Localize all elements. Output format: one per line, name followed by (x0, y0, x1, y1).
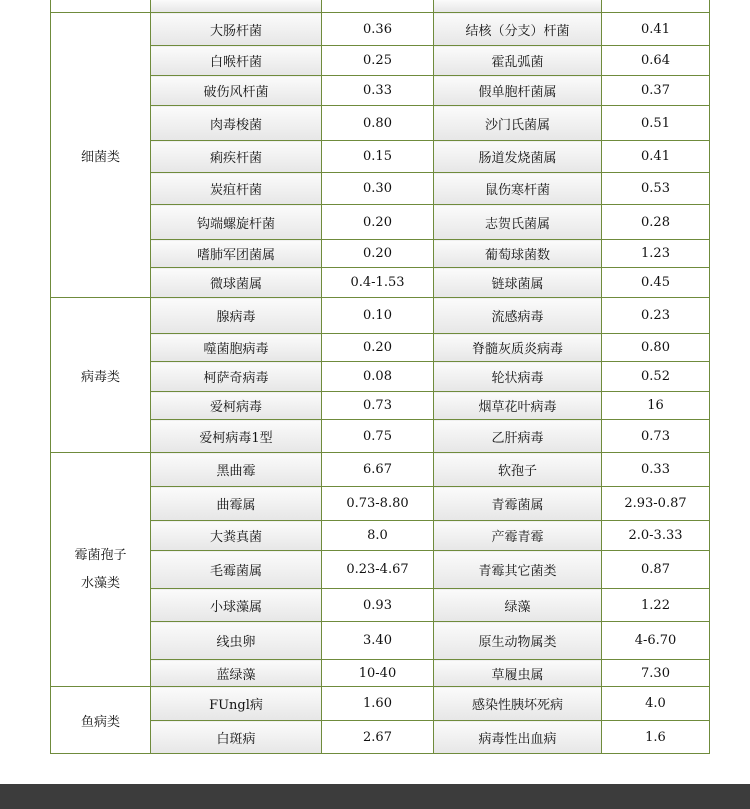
dose-value: 0.64 (602, 46, 710, 76)
dose-value: 0.33 (322, 76, 434, 106)
dose-value: 0.20 (322, 334, 434, 362)
dose-value: 16 (602, 392, 710, 420)
organism-name: 微球菌属 (151, 268, 322, 298)
organism-name: 线虫卵 (151, 622, 322, 660)
organism-name: 痢疾杆菌 (151, 141, 322, 173)
table-row (51, 298, 710, 334)
dose-value: 0.80 (322, 106, 434, 141)
organism-name: 绿藻 (434, 589, 602, 622)
top-cell (602, 0, 710, 13)
dose-value: 0.93 (322, 589, 434, 622)
dose-value: 0.51 (602, 106, 710, 141)
organism-name: 病毒性出血病 (434, 721, 602, 754)
organism-name: 腺病毒 (151, 298, 322, 334)
table-row (51, 13, 710, 46)
organism-name: 青霉菌属 (434, 487, 602, 521)
dose-value: 0.45 (602, 268, 710, 298)
organism-name: 结核（分支）杆菌 (434, 13, 602, 46)
dose-value: 0.15 (322, 141, 434, 173)
dose-value: 1.60 (322, 687, 434, 721)
category-cell: 鱼病类 (51, 687, 151, 754)
organism-name: 毛霉菌属 (151, 551, 322, 589)
dose-value: 4-6.70 (602, 622, 710, 660)
organism-name: 柯萨奇病毒 (151, 362, 322, 392)
organism-name: 爱柯病毒 (151, 392, 322, 420)
dose-value: 0.41 (602, 141, 710, 173)
organism-name: 钩端螺旋杆菌 (151, 205, 322, 240)
dose-value: 0.20 (322, 205, 434, 240)
organism-name: 志贺氏菌属 (434, 205, 602, 240)
dose-value: 0.53 (602, 173, 710, 205)
organism-name: 炭疽杆菌 (151, 173, 322, 205)
organism-name: 烟草花叶病毒 (434, 392, 602, 420)
organism-name: 乙肝病毒 (434, 420, 602, 453)
organism-name: 大肠杆菌 (151, 13, 322, 46)
dose-value: 2.0-3.33 (602, 521, 710, 551)
organism-name: 链球菌属 (434, 268, 602, 298)
dose-value: 0.10 (322, 298, 434, 334)
organism-name: 沙门氏菌属 (434, 106, 602, 141)
organism-name: 噬菌胞病毒 (151, 334, 322, 362)
organism-name: 葡萄球菌数 (434, 240, 602, 268)
table-row (51, 453, 710, 487)
dose-value: 1.22 (602, 589, 710, 622)
dose-value: 0.28 (602, 205, 710, 240)
organism-name: 大粪真菌 (151, 521, 322, 551)
category-cell: 病毒类 (51, 298, 151, 453)
dose-value: 0.30 (322, 173, 434, 205)
organism-name: 肠道发烧菌属 (434, 141, 602, 173)
organism-name: 产霉青霉 (434, 521, 602, 551)
footer-bar (0, 784, 750, 809)
dose-value: 0.4-1.53 (322, 268, 434, 298)
dose-value: 0.73-8.80 (322, 487, 434, 521)
uv-dose-table (50, 0, 710, 754)
organism-name: 青霉其它菌类 (434, 551, 602, 589)
dose-value: 2.93-0.87 (602, 487, 710, 521)
organism-name: 假单胞杆菌属 (434, 76, 602, 106)
table-top-row (51, 0, 710, 13)
dose-value: 6.67 (322, 453, 434, 487)
organism-name: 嗜肺军团菌属 (151, 240, 322, 268)
organism-name: 流感病毒 (434, 298, 602, 334)
organism-name: 白斑病 (151, 721, 322, 754)
dose-value: 0.20 (322, 240, 434, 268)
top-cell (434, 0, 602, 13)
organism-name: 破伤风杆菌 (151, 76, 322, 106)
table-body (51, 0, 710, 754)
dose-value: 4.0 (602, 687, 710, 721)
organism-name: 肉毒梭菌 (151, 106, 322, 141)
dose-value: 7.30 (602, 660, 710, 687)
dose-value: 0.73 (322, 392, 434, 420)
top-cell (51, 0, 151, 13)
content-area (50, 0, 709, 754)
dose-value: 1.23 (602, 240, 710, 268)
dose-value: 0.52 (602, 362, 710, 392)
organism-name: 曲霉属 (151, 487, 322, 521)
organism-name: 小球藻属 (151, 589, 322, 622)
table-row (51, 687, 710, 721)
organism-name: 霍乱弧菌 (434, 46, 602, 76)
organism-name: 原生动物属类 (434, 622, 602, 660)
organism-name: 白喉杆菌 (151, 46, 322, 76)
dose-value: 0.73 (602, 420, 710, 453)
dose-value: 0.23 (602, 298, 710, 334)
dose-value: 0.41 (602, 13, 710, 46)
organism-name: 黑曲霉 (151, 453, 322, 487)
dose-value: 0.08 (322, 362, 434, 392)
dose-value: 3.40 (322, 622, 434, 660)
organism-name: 轮状病毒 (434, 362, 602, 392)
dose-value: 10-40 (322, 660, 434, 687)
dose-value: 1.6 (602, 721, 710, 754)
organism-name: 草履虫属 (434, 660, 602, 687)
dose-value: 0.87 (602, 551, 710, 589)
top-cell (151, 0, 322, 13)
dose-value: 0.75 (322, 420, 434, 453)
dose-value: 2.67 (322, 721, 434, 754)
organism-name: 感染性胰坏死病 (434, 687, 602, 721)
organism-name: 脊髓灰质炎病毒 (434, 334, 602, 362)
category-cell (51, 453, 151, 687)
dose-value: 0.36 (322, 13, 434, 46)
dose-value: 0.37 (602, 76, 710, 106)
category-cell: 细菌类 (51, 13, 151, 298)
organism-name: 鼠伤寒杆菌 (434, 173, 602, 205)
top-cell (322, 0, 434, 13)
organism-name: 软孢子 (434, 453, 602, 487)
dose-value: 0.80 (602, 334, 710, 362)
organism-name: FUngl病 (151, 687, 322, 721)
dose-value: 0.33 (602, 453, 710, 487)
dose-value: 8.0 (322, 521, 434, 551)
dose-value: 0.25 (322, 46, 434, 76)
category-label-line: 水藻类 (80, 575, 120, 591)
organism-name: 蓝绿藻 (151, 660, 322, 687)
dose-value: 0.23-4.67 (322, 551, 434, 589)
category-label-line: 霉菌孢子 (74, 547, 127, 563)
organism-name: 爱柯病毒1型 (151, 420, 322, 453)
